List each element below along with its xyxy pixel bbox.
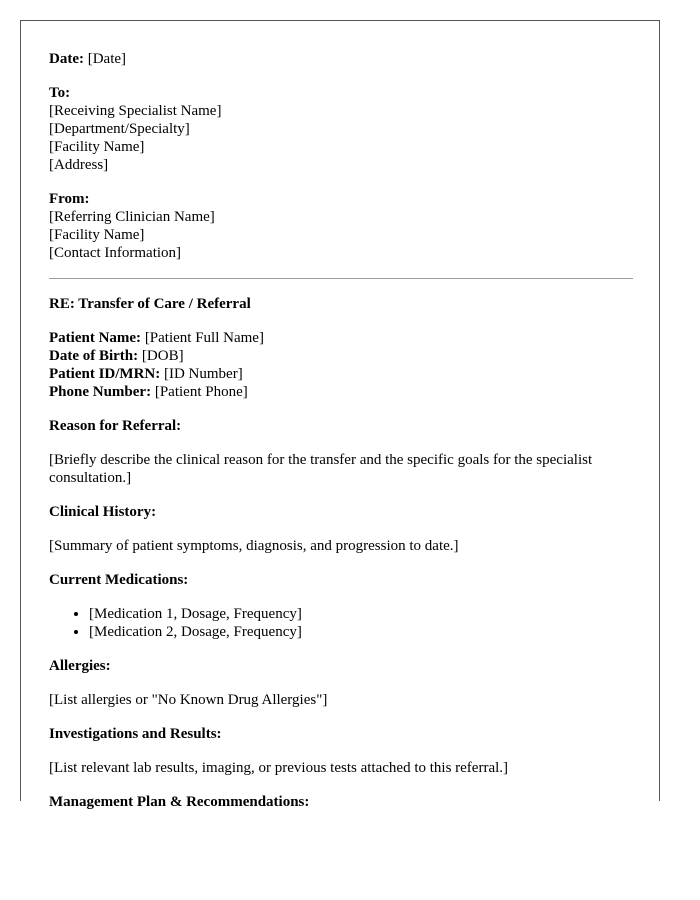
letter-page [20,20,660,810]
patient-id-label: Patient ID/MRN: [49,366,161,382]
reason-text: [Briefly describe the clinical reason for the transfer and the specific goals for the specialist consultation.] [49,452,593,486]
allergies-heading: Allergies: [49,658,111,674]
to-line: [Department/Specialty] [49,121,190,137]
divider [49,278,633,279]
date-label: Date: [49,51,84,67]
allergies-text: [List allergies or "No Known Drug Allergies"] [49,692,328,708]
reason-heading: Reason for Referral: [49,418,182,434]
from-label: From: [49,191,90,207]
patient-name-line [49,329,633,347]
from-block [49,190,633,262]
history-heading: Clinical History: [49,504,157,520]
investigations-text: [List relevant lab results, imaging, or previous tests attached to this referral.] [49,760,509,776]
medications-list [49,605,633,641]
re-heading: RE: Transfer of Care / Referral [49,296,251,312]
patient-id-line [49,365,633,383]
patient-phone-label: Phone Number: [49,384,152,400]
patient-info [49,329,633,401]
date-value: [Date] [87,51,127,67]
patient-id-value: [ID Number] [163,366,243,382]
to-line: [Facility Name] [49,139,145,155]
to-block [49,84,633,174]
patient-dob-label: Date of Birth: [49,348,139,364]
date-line [49,50,633,68]
patient-phone-line [49,383,633,401]
history-text: [Summary of patient symptoms, diagnosis, and progression to date.] [49,538,459,554]
to-label: To: [49,85,71,101]
patient-name-label: Patient Name: [49,330,142,346]
list-item: • [Medication 2, Dosage, Frequency] [89,623,633,641]
patient-phone-value: [Patient Phone] [154,384,248,400]
patient-dob-value: [DOB] [141,348,184,364]
to-line: [Address] [49,157,109,173]
investigations-heading: Investigations and Results: [49,726,222,742]
from-line: [Referring Clinician Name] [49,209,215,225]
medications-heading: Current Medications: [49,572,189,588]
to-line: [Receiving Specialist Name] [49,103,222,119]
from-line: [Facility Name] [49,227,145,243]
from-line: [Contact Information] [49,245,182,261]
list-item: • [Medication 1, Dosage, Frequency] [89,605,633,623]
patient-dob-line [49,347,633,365]
letter-content [49,50,633,811]
management-heading: Management Plan & Recommendations: [49,794,310,810]
patient-name-value: [Patient Full Name] [144,330,264,346]
